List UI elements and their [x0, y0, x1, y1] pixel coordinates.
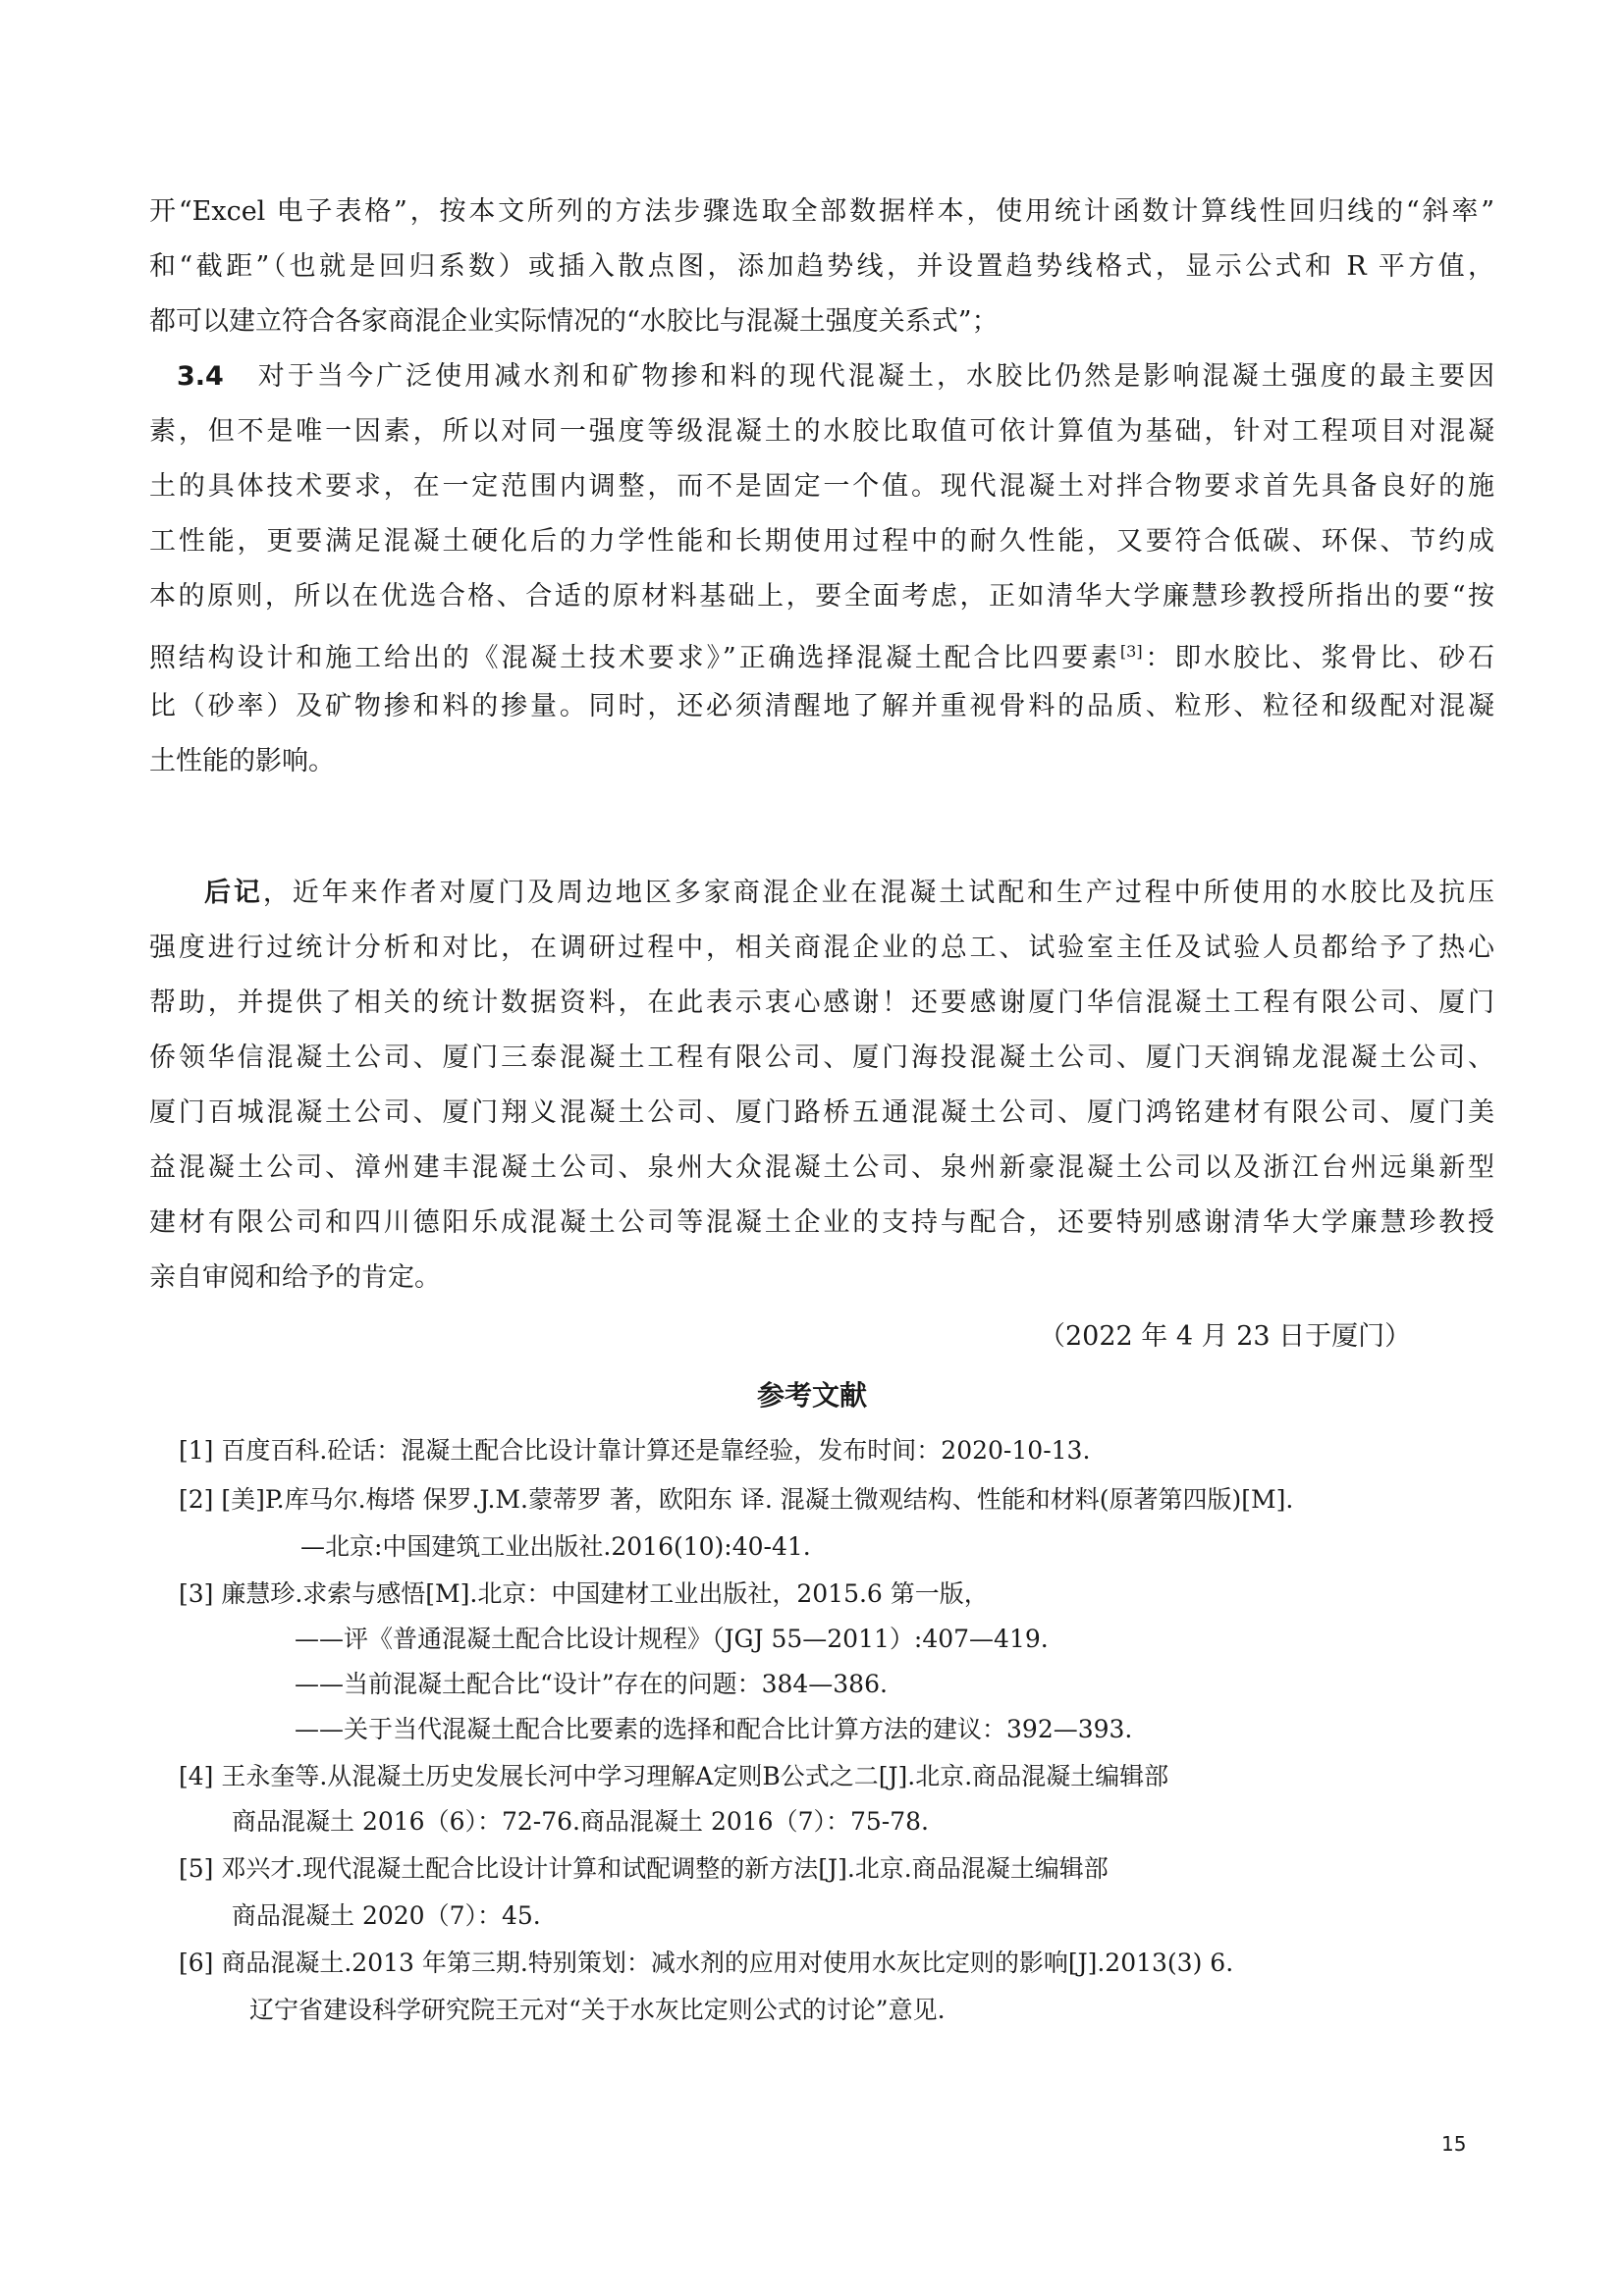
text-line: 厦门百城混凝土公司、厦门翔义混凝土公司、厦门路桥五通混凝土公司、厦门鸿铭建材有限公司、厦门美 — [149, 1097, 1494, 1128]
text-span: ，近年来作者对厦门及周边地区多家商混企业在混凝土试配和生产过程中所使用的水胶比及抗压 — [262, 878, 1495, 908]
reference-item-continuation: —北京:中国建筑工业出版社.2016(10):40-41. — [300, 1532, 811, 1561]
text-line — [204, 874, 1494, 913]
text-span: ：即水胶比、浆骨比、砂石 — [1142, 643, 1495, 673]
text-line: 和“截距”（也就是回归系数）或插入散点图，添加趋势线，并设置趋势线格式，显示公式和 R 平方值， — [149, 251, 1494, 282]
text-line: 强度进行过统计分析和对比，在调研过程中，相关商混企业的总工、试验室主任及试验人员都给予了热心 — [149, 933, 1494, 963]
text-line: 侨领华信混凝土公司、厦门三泰混凝土工程有限公司、厦门海投混凝土公司、厦门天润锦龙混凝土公司、 — [149, 1042, 1494, 1073]
postscript-date: （2022 年 4 月 23 日于厦门） — [1039, 1321, 1412, 1352]
text-line: 土性能的影响。 — [149, 746, 335, 776]
reference-item: [4] 王永奎等.从混凝土历史发展长河中学习理解A定则B公式之二[J].北京.商品混凝土编辑部 — [179, 1762, 1169, 1790]
page-number: 15 — [1441, 2132, 1467, 2156]
text-span: 对于当今广泛使用减水剂和矿物掺和料的现代混凝土，水胶比仍然是影响混凝土强度的最主要因 — [257, 361, 1495, 392]
text-line: 益混凝土公司、漳州建丰混凝土公司、泉州大众混凝土公司、泉州新豪混凝土公司以及浙江台州远巢新型 — [149, 1152, 1494, 1183]
text-line: 开“Excel 电子表格”，按本文所列的方法步骤选取全部数据样本，使用统计函数计算线性回归线的“斜率” — [149, 196, 1494, 227]
text-line: 本的原则，所以在优选合格、合适的原材料基础上，要全面考虑，正如清华大学廉慧珍教授所指出的要“按 — [149, 581, 1494, 612]
reference-item-continuation: 辽宁省建设科学研究院王元对“关于水灰比定则公式的讨论”意见. — [249, 1996, 946, 2024]
citation-marker: [3] — [1119, 642, 1143, 661]
reference-item-continuation: 商品混凝土 2020（7）：45. — [232, 1901, 541, 1930]
text-line: 亲自审阅和给予的肯定。 — [149, 1262, 441, 1293]
reference-item: [5] 邓兴才.现代混凝土配合比设计计算和试配调整的新方法[J].北京.商品混凝土编辑部 — [179, 1854, 1109, 1883]
reference-item-continuation: ——关于当代混凝土配合比要素的选择和配合比计算方法的建议：392—393. — [295, 1715, 1133, 1743]
reference-item: [1] 百度百科.砼话：混凝土配合比设计靠计算还是靠经验，发布时间：2020-10-13. — [179, 1436, 1091, 1465]
text-line — [149, 632, 1494, 678]
text-line: 素，但不是唯一因素，所以对同一强度等级混凝土的水胶比取值可依计算值为基础，针对工程项目对混凝 — [149, 416, 1494, 447]
text-span: 照结构设计和施工给出的《混凝土技术要求》”正确选择混凝土配合比四要素 — [149, 643, 1120, 673]
references-heading: 参考文献 — [756, 1379, 867, 1412]
reference-item: [6] 商品混凝土.2013 年第三期.特别策划：减水剂的应用对使用水灰比定则的影响[J].2013(3) 6. — [179, 1949, 1234, 1977]
postscript-label: 后记 — [204, 878, 263, 908]
text-line: 工性能，更要满足混凝土硬化后的力学性能和长期使用过程中的耐久性能，又要符合低碳、环保、节约成 — [149, 526, 1494, 557]
reference-item-continuation: ——当前混凝土配合比“设计”存在的问题：384—386. — [295, 1670, 888, 1698]
text-line: 土的具体技术要求，在一定范围内调整，而不是固定一个值。现代混凝土对拌合物要求首先具备良好的施 — [149, 471, 1494, 502]
reference-item: [3] 廉慧珍.求索与感悟[M].北京：中国建材工业出版社，2015.6 第一版， — [179, 1579, 989, 1608]
reference-item: [2] [美]P.库马尔.梅塔 保罗.J.M.蒙蒂罗 著，欧阳东 译. 混凝土微观结构、性能和材料(原著第四版)[M]. — [179, 1485, 1294, 1514]
text-line: 帮助，并提供了相关的统计数据资料，在此表示衷心感谢！还要感谢厦门华信混凝土工程有限公司、厦门 — [149, 988, 1494, 1018]
text-line: 都可以建立符合各家商混企业实际情况的“水胶比与混凝土强度关系式”； — [149, 306, 999, 337]
reference-item-continuation: ——评《普通混凝土配合比设计规程》（JGJ 55—2011）:407—419. — [295, 1625, 1049, 1653]
text-line: 比（砂率）及矿物掺和料的掺量。同时，还必须清醒地了解并重视骨料的品质、粒形、粒径和级配对混凝 — [149, 691, 1494, 721]
text-line — [177, 357, 1494, 397]
text-line: 建材有限公司和四川德阳乐成混凝土公司等混凝土企业的支持与配合，还要特别感谢清华大学廉慧珍教授 — [149, 1207, 1494, 1238]
reference-item-continuation: 商品混凝土 2016（6）：72-76.商品混凝土 2016（7）：75-78. — [232, 1807, 929, 1836]
section-number: 3.4 — [177, 361, 224, 392]
